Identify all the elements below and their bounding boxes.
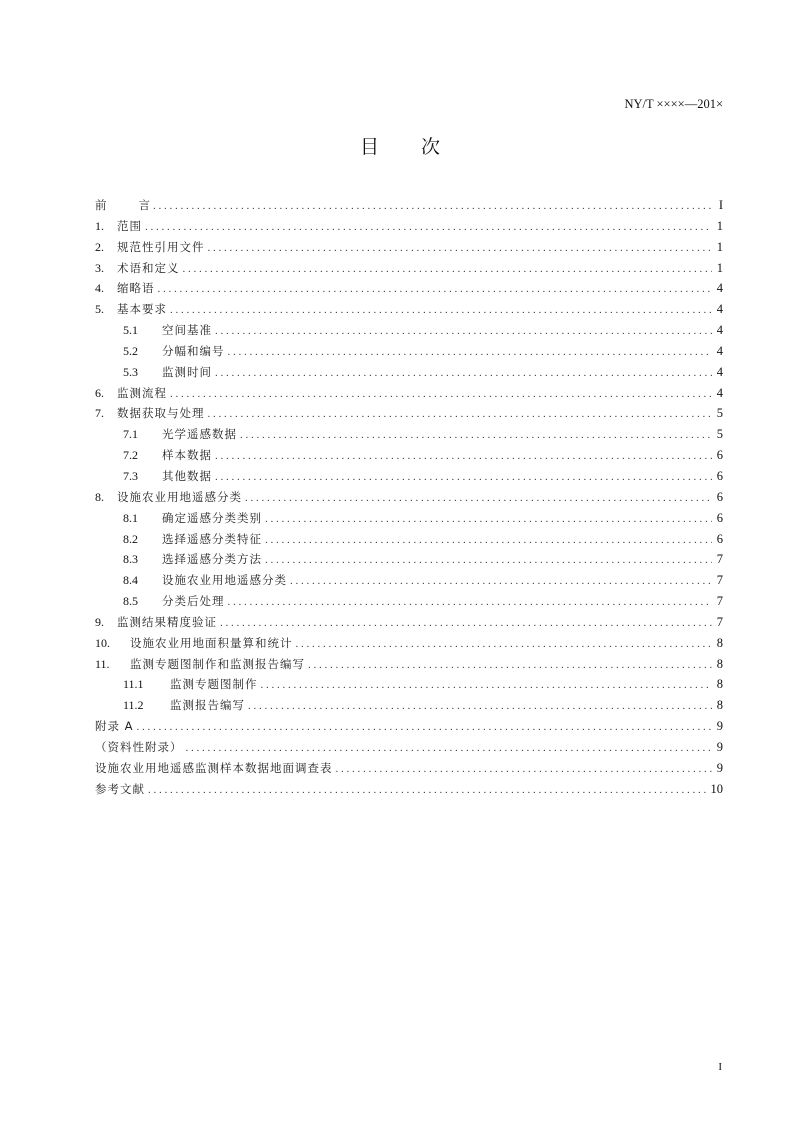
toc-label: 空间基准: [162, 323, 212, 338]
toc-number: 3.: [95, 260, 104, 275]
dot-leader: [215, 363, 712, 384]
dot-leader: [186, 738, 713, 759]
dot-leader: [296, 634, 713, 655]
toc-label: 设施农业用地面积量算和统计: [130, 635, 293, 650]
toc-page: 9: [716, 719, 723, 734]
toc-subentry[interactable]: [95, 424, 723, 445]
dot-leader: [265, 550, 712, 571]
dot-leader: [208, 238, 713, 259]
toc-entry[interactable]: [95, 612, 723, 633]
toc-page: 10: [710, 781, 723, 796]
dot-leader: [228, 592, 713, 613]
toc-label: 监测流程: [117, 385, 167, 400]
toc-number: 8.2: [123, 531, 138, 546]
toc-label: 光学遥感数据: [162, 427, 237, 442]
dot-leader: [183, 259, 713, 280]
dot-leader: [261, 675, 713, 696]
toc-entry[interactable]: [95, 278, 723, 299]
toc-label: 术语和定义: [117, 260, 180, 275]
toc-subentry[interactable]: [95, 695, 723, 716]
toc-page: 4: [716, 281, 723, 296]
toc-entry-appendix-a[interactable]: [95, 716, 723, 737]
toc-number: 5.2: [123, 343, 138, 358]
toc-label: 参考文献: [95, 781, 145, 796]
toc-label: （资料性附录）: [95, 739, 183, 754]
toc-entry-appendix-title[interactable]: [95, 758, 723, 779]
title-char-2: 次: [421, 136, 441, 158]
toc-number: 2.: [95, 239, 104, 254]
toc-subentry[interactable]: [95, 320, 723, 341]
toc-label: 分类后处理: [162, 594, 225, 609]
toc-page: 1: [716, 239, 723, 254]
toc-page: 4: [716, 302, 723, 317]
toc-number: 8.3: [123, 552, 138, 567]
toc-number: 11.1: [123, 677, 144, 692]
toc-label: 样本数据: [162, 448, 212, 463]
toc-label: 其他数据: [162, 468, 212, 483]
dot-leader: [153, 196, 712, 217]
toc-label: 范围: [117, 218, 142, 233]
dot-leader: [248, 696, 712, 717]
toc-entry[interactable]: [95, 654, 723, 675]
toc-page: 4: [716, 343, 723, 358]
toc-page: 7: [716, 552, 723, 567]
table-of-contents: [95, 195, 723, 799]
toc-page: 4: [716, 364, 723, 379]
toc-label: 监测时间: [162, 364, 212, 379]
toc-subentry[interactable]: [95, 466, 723, 487]
toc-subentry[interactable]: [95, 362, 723, 383]
dot-leader: [265, 509, 712, 530]
toc-entry[interactable]: [95, 299, 723, 320]
toc-number: 5.3: [123, 364, 138, 379]
toc-number: 10.: [95, 635, 110, 650]
toc-entry[interactable]: [95, 403, 723, 424]
toc-subentry[interactable]: [95, 529, 723, 550]
toc-label: 选择遥感分类特征: [162, 531, 262, 546]
toc-page: 6: [716, 448, 723, 463]
toc-label: 选择遥感分类方法: [162, 552, 262, 567]
toc-entry[interactable]: [95, 237, 723, 258]
toc-label: 附录 A: [95, 719, 134, 734]
dot-leader: [215, 321, 712, 342]
toc-number: 8.4: [123, 573, 138, 588]
toc-entry[interactable]: [95, 487, 723, 508]
toc-subentry[interactable]: [95, 570, 723, 591]
toc-page: I: [718, 198, 723, 212]
toc-number: 11.: [95, 656, 110, 671]
toc-page: 7: [716, 573, 723, 588]
toc-page: 1: [716, 218, 723, 233]
dot-leader: [240, 425, 712, 446]
toc-label: 确定遥感分类类别: [162, 510, 262, 525]
dot-leader: [215, 446, 712, 467]
dot-leader: [308, 655, 712, 676]
toc-number: 5.: [95, 302, 104, 317]
toc-entry-appendix-type[interactable]: [95, 737, 723, 758]
toc-number: 7.: [95, 406, 104, 421]
toc-number: 8.: [95, 489, 104, 504]
toc-entry[interactable]: [95, 258, 723, 279]
toc-label: 分幅和编号: [162, 343, 225, 358]
toc-label: 监测专题图制作: [170, 677, 258, 692]
toc-entry-references[interactable]: [95, 779, 723, 800]
toc-page: 9: [716, 739, 723, 754]
toc-page: 1: [716, 260, 723, 275]
toc-number: 7.1: [123, 427, 138, 442]
dot-leader: [336, 759, 713, 780]
dot-leader: [145, 217, 712, 238]
toc-label: 前 言: [95, 198, 150, 212]
toc-subentry[interactable]: [95, 591, 723, 612]
dot-leader: [170, 384, 712, 405]
title-char-1: 目: [359, 136, 379, 158]
dot-leader: [215, 467, 712, 488]
dot-leader: [265, 530, 712, 551]
toc-page: 5: [716, 427, 723, 442]
toc-number: 6.: [95, 385, 104, 400]
dot-leader: [220, 613, 712, 634]
toc-label: 监测专题图制作和监测报告编写: [130, 656, 305, 671]
toc-page: 5: [716, 406, 723, 421]
toc-label: 基本要求: [117, 302, 167, 317]
toc-entry[interactable]: [95, 633, 723, 654]
toc-label: 设施农业用地遥感分类: [162, 573, 287, 588]
toc-page: 6: [716, 510, 723, 525]
toc-number: 1.: [95, 218, 104, 233]
toc-label: 数据获取与处理: [117, 406, 205, 421]
toc-label: 监测结果精度验证: [117, 614, 217, 629]
toc-entry-foreword[interactable]: [95, 195, 723, 216]
toc-label: 缩略语: [117, 281, 155, 296]
dot-leader: [148, 780, 708, 801]
toc-page: 8: [716, 677, 723, 692]
dot-leader: [228, 342, 713, 363]
toc-subentry[interactable]: [95, 549, 723, 570]
toc-page: 6: [716, 531, 723, 546]
toc-label: 设施农业用地遥感监测样本数据地面调查表: [95, 760, 333, 775]
toc-label: 规范性引用文件: [117, 239, 205, 254]
toc-page: 9: [716, 760, 723, 775]
toc-number: 7.3: [123, 468, 138, 483]
toc-page: 8: [716, 635, 723, 650]
toc-label: 设施农业用地遥感分类: [117, 489, 242, 504]
toc-number: 4.: [95, 281, 104, 296]
toc-number: 8.5: [123, 594, 138, 609]
toc-subentry[interactable]: [95, 674, 723, 695]
toc-number: 5.1: [123, 323, 138, 338]
toc-page: 6: [716, 468, 723, 483]
dot-leader: [158, 279, 713, 300]
toc-number: 8.1: [123, 510, 138, 525]
toc-subentry[interactable]: [95, 445, 723, 466]
toc-label: 监测报告编写: [170, 698, 245, 713]
toc-subentry[interactable]: [95, 508, 723, 529]
toc-page: 4: [716, 323, 723, 338]
toc-page: 8: [716, 698, 723, 713]
toc-number: 9.: [95, 614, 104, 629]
toc-page: 8: [716, 656, 723, 671]
toc-page: 7: [716, 594, 723, 609]
toc-subentry[interactable]: [95, 341, 723, 362]
toc-page: 7: [716, 614, 723, 629]
page-number: I: [718, 1061, 722, 1073]
toc-number: 7.2: [123, 448, 138, 463]
page-title: [0, 132, 800, 159]
dot-leader: [170, 300, 712, 321]
dot-leader: [137, 717, 712, 738]
toc-entry[interactable]: [95, 383, 723, 404]
toc-page: 4: [716, 385, 723, 400]
dot-leader: [290, 571, 712, 592]
toc-entry[interactable]: [95, 216, 723, 237]
standard-code: NY/T ××××—201×: [624, 97, 723, 111]
toc-number: 11.2: [123, 698, 144, 713]
dot-leader: [245, 488, 712, 509]
toc-page: 6: [716, 489, 723, 504]
dot-leader: [208, 404, 713, 425]
